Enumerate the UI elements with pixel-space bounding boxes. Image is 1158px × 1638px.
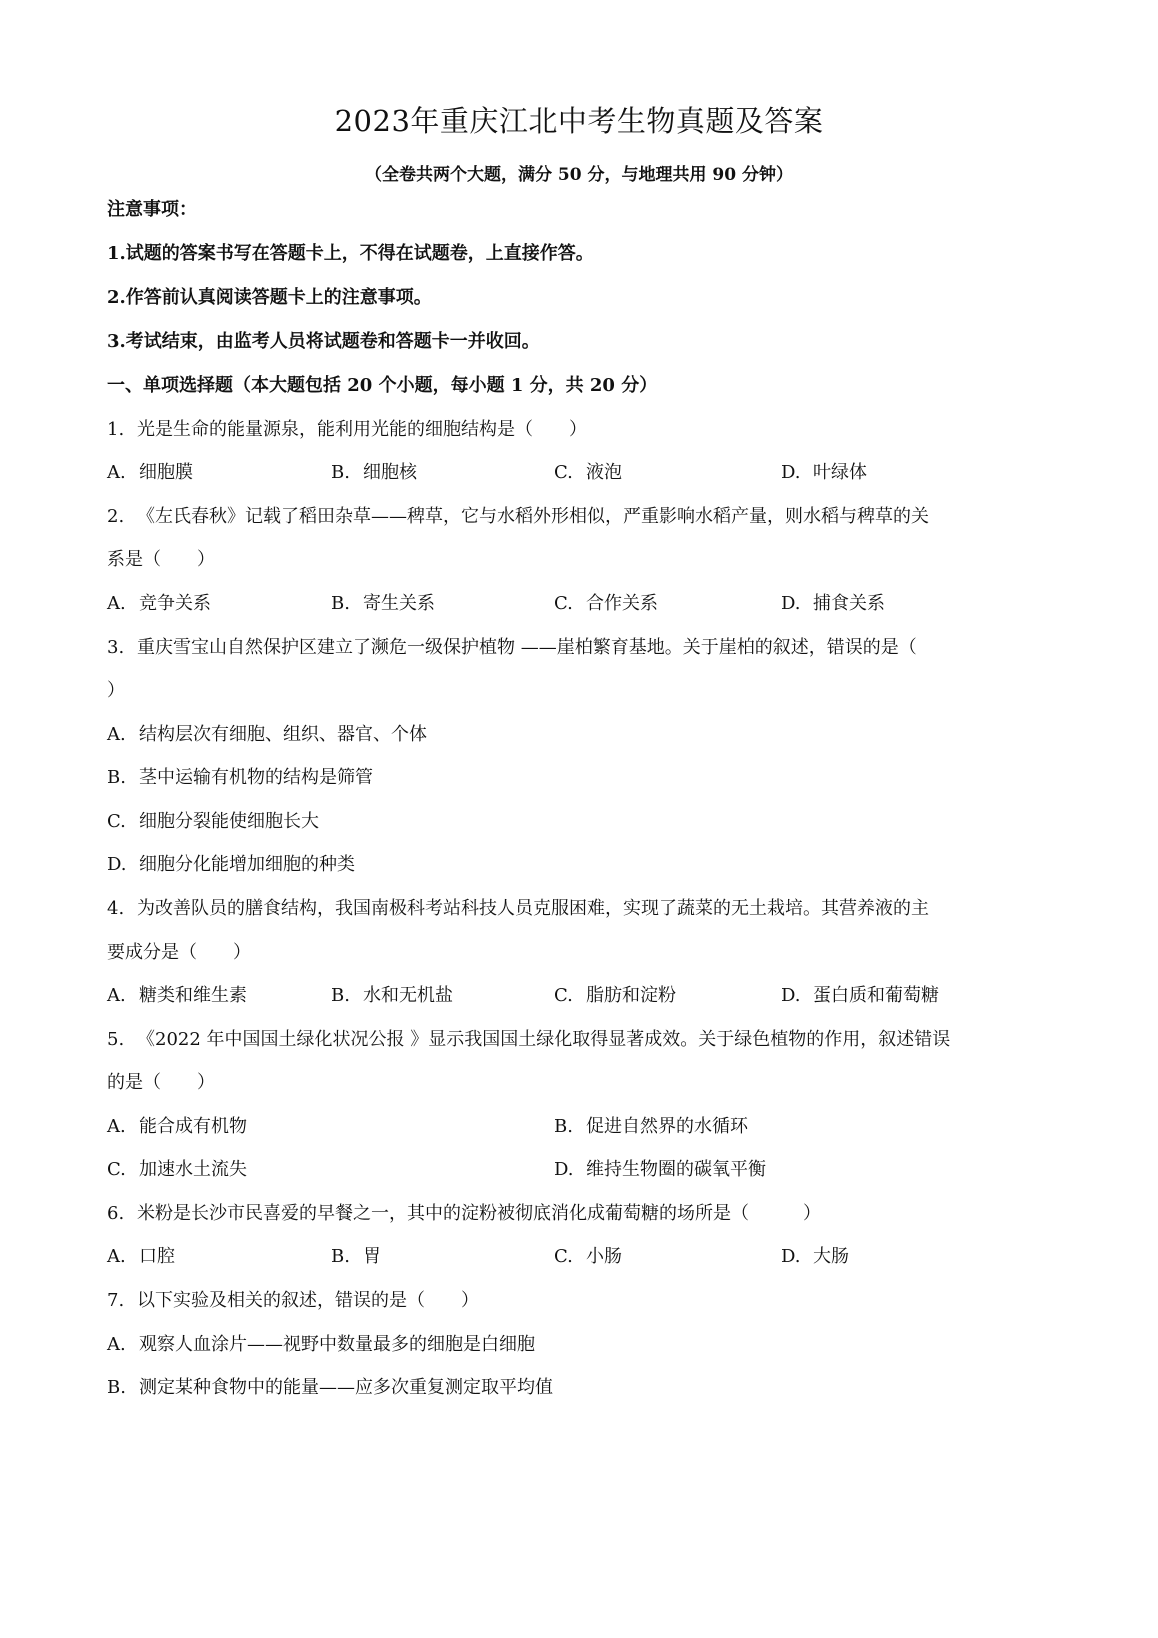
option-a	[107, 1115, 247, 1139]
option-b	[331, 1245, 381, 1269]
option-label: B.	[331, 985, 350, 1006]
option-text: 细胞分裂能使细胞长大	[139, 811, 319, 832]
question-3	[107, 636, 917, 660]
question-number: 4.	[107, 898, 125, 919]
option-label: A.	[107, 1246, 126, 1267]
option-a	[107, 592, 211, 616]
option-d	[781, 1245, 849, 1269]
option-text: 茎中运输有机物的结构是筛管	[139, 767, 373, 788]
question-number: 1.	[107, 419, 125, 440]
option-label: D.	[781, 1246, 801, 1267]
question-number: 2.	[107, 506, 125, 527]
question-text-cont: ）	[107, 680, 125, 701]
option-text: 细胞分化能增加细胞的种类	[139, 854, 355, 875]
option-text: 捕食关系	[813, 593, 885, 614]
option-c	[554, 592, 658, 616]
option-text: 测定某种食物中的能量——应多次重复测定取平均值	[139, 1377, 553, 1398]
option-text: 液泡	[586, 462, 622, 483]
option-text: 结构层次有细胞、组织、器官、个体	[139, 724, 427, 745]
option-label: D.	[781, 985, 801, 1006]
option-label: B.	[331, 462, 350, 483]
option-b	[331, 461, 417, 485]
option-text: 水和无机盐	[363, 985, 453, 1006]
notice-heading: 注意事项：	[107, 199, 197, 220]
option-label: C.	[107, 811, 126, 832]
page-subtitle: （全卷共两个大题，满分 50 分，与地理共用 90 分钟）	[365, 165, 793, 185]
notice-item: 2.作答前认真阅读答题卡上的注意事项。	[107, 287, 432, 308]
option-text: 合作关系	[586, 593, 658, 614]
question-text: 光是生命的能量源泉，能利用光能的细胞结构是（ ）	[137, 419, 587, 440]
question-6	[107, 1202, 821, 1226]
option-label: C.	[554, 1246, 573, 1267]
option-b	[107, 766, 373, 790]
question-text: 米粉是长沙市民喜爱的早餐之一，其中的淀粉被彻底消化成葡萄糖的场所是（ ）	[137, 1203, 821, 1224]
option-text: 大肠	[813, 1246, 849, 1267]
option-b	[331, 984, 453, 1008]
option-d	[781, 984, 939, 1008]
option-label: D.	[107, 854, 127, 875]
question-text: 为改善队员的膳食结构，我国南极科考站科技人员克服困难，实现了蔬菜的无土栽培。其营养液的主	[137, 898, 929, 919]
option-a	[107, 461, 193, 485]
option-d	[781, 461, 867, 485]
option-label: D.	[781, 462, 801, 483]
question-number: 6.	[107, 1203, 125, 1224]
option-text: 竞争关系	[139, 593, 211, 614]
option-text: 细胞膜	[139, 462, 193, 483]
option-label: B.	[107, 767, 126, 788]
option-label: C.	[554, 593, 573, 614]
option-a	[107, 723, 427, 747]
option-a	[107, 1245, 175, 1269]
option-text: 脂肪和淀粉	[586, 985, 676, 1006]
option-b	[331, 592, 435, 616]
option-text: 促进自然界的水循环	[586, 1116, 748, 1137]
option-c	[107, 810, 319, 834]
option-d	[107, 853, 355, 877]
question-text: 重庆雪宝山自然保护区建立了濒危一级保护植物 ——崖柏繁育基地。关于崖柏的叙述，错误的是（	[137, 637, 917, 658]
question-text: 《左氏春秋》记载了稻田杂草——稗草，它与水稻外形相似，严重影响水稻产量，则水稻与稗草的关	[137, 506, 929, 527]
option-label: A.	[107, 593, 126, 614]
option-label: B.	[554, 1116, 573, 1137]
question-text: 《2022 年中国国土绿化状况公报 》显示我国国土绿化取得显著成效。关于绿色植物的作用，叙述错误	[137, 1029, 951, 1050]
option-text: 加速水土流失	[139, 1159, 247, 1180]
question-4	[107, 897, 929, 921]
option-label: A.	[107, 462, 126, 483]
option-label: D.	[554, 1159, 574, 1180]
question-number: 5.	[107, 1029, 125, 1050]
question-2	[107, 505, 929, 529]
option-text: 糖类和维生素	[139, 985, 247, 1006]
option-text: 叶绿体	[813, 462, 867, 483]
option-label: A.	[107, 724, 126, 745]
notice-item: 1.试题的答案书写在答题卡上，不得在试题卷，上直接作答。	[107, 243, 594, 264]
notice-item: 3.考试结束，由监考人员将试题卷和答题卡一并收回。	[107, 331, 540, 352]
option-text: 蛋白质和葡萄糖	[813, 985, 939, 1006]
option-b	[107, 1376, 553, 1400]
question-text-cont: 的是（ ）	[107, 1072, 215, 1093]
option-text: 细胞核	[363, 462, 417, 483]
question-number: 3.	[107, 637, 125, 658]
question-number: 7.	[107, 1290, 125, 1311]
option-text: 小肠	[586, 1246, 622, 1267]
option-label: C.	[554, 462, 573, 483]
option-d	[554, 1158, 766, 1182]
option-a	[107, 984, 247, 1008]
option-text: 观察人血涂片——视野中数量最多的细胞是白细胞	[139, 1334, 535, 1355]
option-text: 口腔	[139, 1246, 175, 1267]
option-text: 寄生关系	[363, 593, 435, 614]
option-label: D.	[781, 593, 801, 614]
option-label: A.	[107, 1334, 126, 1355]
option-text: 维持生物圈的碳氧平衡	[586, 1159, 766, 1180]
option-label: B.	[331, 593, 350, 614]
question-5	[107, 1028, 950, 1052]
question-text-cont: 系是（ ）	[107, 549, 215, 570]
option-a	[107, 1333, 535, 1357]
option-label: A.	[107, 1116, 126, 1137]
option-d	[781, 592, 885, 616]
question-text-cont: 要成分是（ ）	[107, 942, 251, 963]
question-1	[107, 418, 587, 442]
option-label: B.	[107, 1377, 126, 1398]
option-b	[554, 1115, 748, 1139]
option-label: A.	[107, 985, 126, 1006]
option-label: C.	[554, 985, 573, 1006]
option-label: B.	[331, 1246, 350, 1267]
section-heading: 一、单项选择题（本大题包括 20 个小题，每小题 1 分，共 20 分）	[107, 375, 658, 396]
page-title: 2023年重庆江北中考生物真题及答案	[334, 104, 824, 138]
option-text: 能合成有机物	[139, 1116, 247, 1137]
option-c	[107, 1158, 247, 1182]
option-c	[554, 1245, 622, 1269]
option-c	[554, 461, 622, 485]
question-7	[107, 1289, 479, 1313]
question-text: 以下实验及相关的叙述，错误的是（ ）	[137, 1290, 479, 1311]
option-c	[554, 984, 676, 1008]
option-text: 胃	[363, 1246, 381, 1267]
option-label: C.	[107, 1159, 126, 1180]
